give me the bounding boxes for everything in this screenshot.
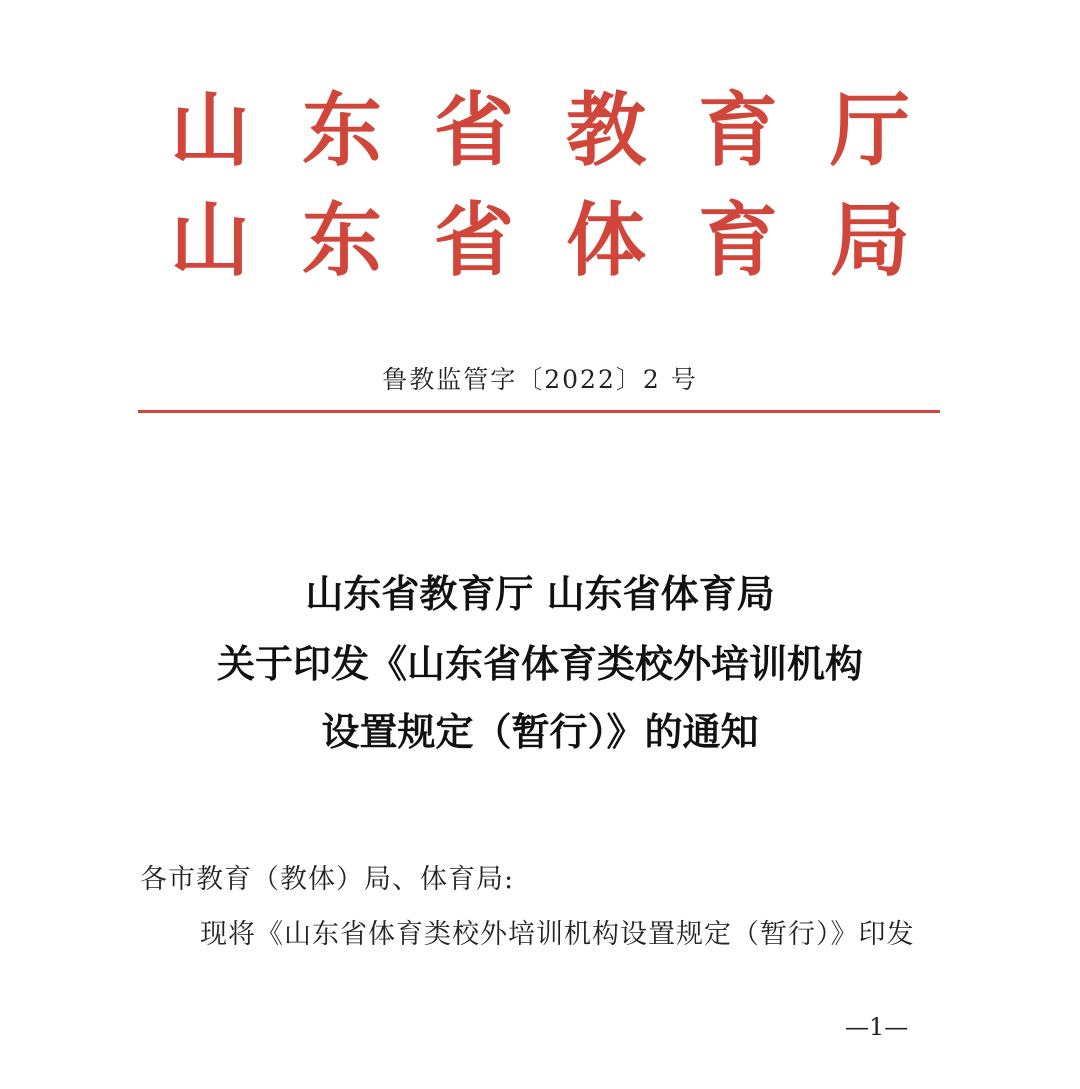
header-char: 育 (698, 193, 778, 287)
header-char: 省 (434, 83, 514, 177)
header-char: 省 (434, 193, 514, 287)
header-char: 山 (170, 83, 250, 177)
document-title-line-1: 山东省教育厅 山东省体育局 (305, 571, 775, 616)
red-divider-rule (138, 410, 940, 413)
header-char: 育 (698, 83, 778, 177)
header-char: 局 (830, 193, 910, 287)
salutation: 各市教育（教体）局、体育局: (140, 864, 515, 895)
body-paragraph: 现将《山东省体育类校外培训机构设置规定（暂行）》印发 (200, 919, 915, 950)
issuer-header-education (170, 83, 910, 177)
header-char: 东 (302, 83, 382, 177)
document-number: 鲁教监管字〔2022〕2 号 (382, 365, 698, 394)
header-char: 体 (566, 193, 646, 287)
page-number: —1— (845, 1013, 909, 1041)
header-char: 山 (170, 193, 250, 287)
header-char: 东 (302, 193, 382, 287)
header-char: 教 (566, 83, 646, 177)
issuer-header-sports (170, 193, 910, 287)
document-title-line-3: 设置规定（暂行）》的通知 (321, 709, 759, 754)
document-title-line-2: 关于印发《山东省体育类校外培训机构 (216, 641, 863, 686)
header-char: 厅 (830, 83, 910, 177)
